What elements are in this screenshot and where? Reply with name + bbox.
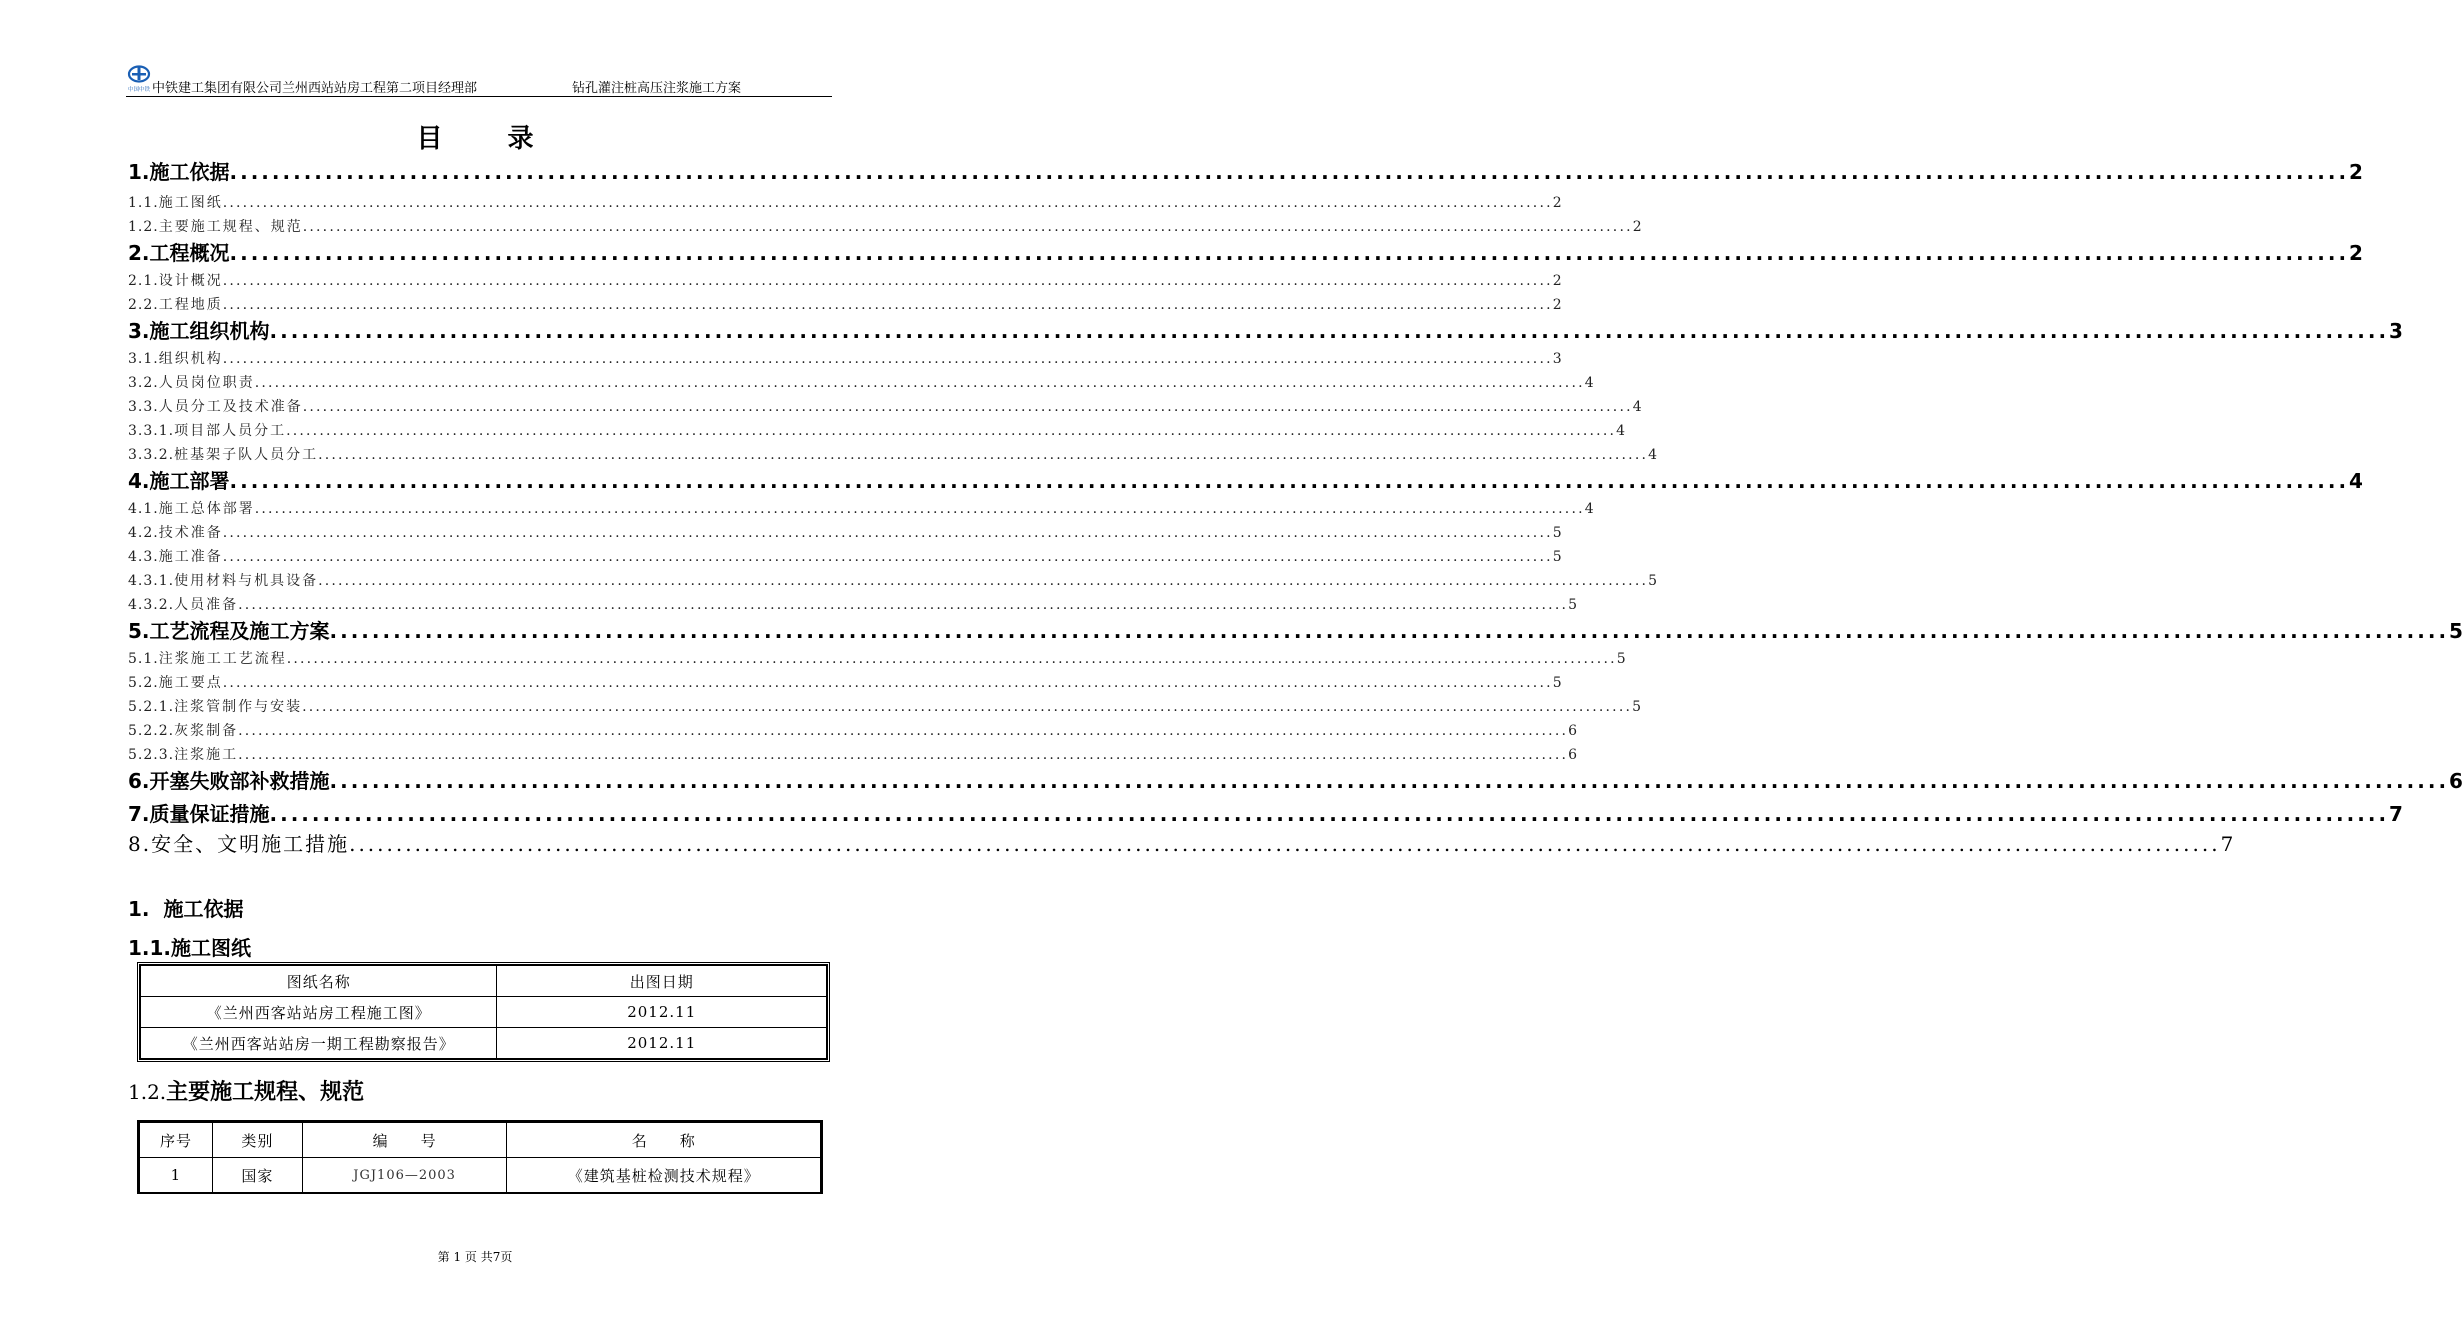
toc-dot-leader: ........................................................................................................................................................................................................ <box>222 675 1553 691</box>
table-cell: 国家 <box>212 1158 302 1193</box>
toc-entry-page: 5 <box>2449 619 2463 643</box>
toc-entry-label: 施工依据 <box>149 160 230 184</box>
toc-entry[interactable] <box>128 720 1578 740</box>
toc-entry[interactable] <box>128 444 1658 464</box>
col-header-code: 编 号 <box>302 1123 507 1158</box>
toc-entry-page: 2 <box>2349 160 2363 184</box>
page-header <box>126 62 832 97</box>
toc-entry[interactable] <box>128 744 1578 764</box>
toc-entry-number: 5.1. <box>128 651 159 667</box>
toc-dot-leader: ........................................................................................................................................................................................................ <box>349 832 2221 856</box>
toc-dot-leader: ........................................................................................................................................................................................................ <box>318 573 1649 589</box>
toc-entry-number: 1.2. <box>128 219 159 235</box>
toc-entry-page: 5 <box>1568 597 1578 613</box>
toc-dot-leader: ........................................................................................................................................................................................................ <box>302 399 1633 415</box>
toc-dot-leader: ........................................................................................................................................................................................................ <box>286 423 1617 439</box>
section-heading-1: 1. 施工依据 <box>128 897 244 921</box>
toc-entry-label: 质量保证措施 <box>149 802 270 826</box>
toc-entry[interactable] <box>128 546 1562 566</box>
toc-entry-number: 3. <box>128 319 150 343</box>
toc-dot-leader: ........................................................................................................................................................................................................ <box>222 525 1553 541</box>
toc-entry-number: 7. <box>128 802 150 826</box>
toc-entry-page: 6 <box>2449 769 2463 793</box>
toc-entry[interactable] <box>128 798 2403 827</box>
toc-entry-page: 5 <box>1632 699 1642 715</box>
toc-entry[interactable] <box>128 216 1642 236</box>
toc-entry[interactable] <box>128 570 1658 590</box>
toc-entry-label: 施工要点 <box>158 675 223 691</box>
toc-entry-label: 设计概况 <box>158 273 223 289</box>
toc-entry-page: 3 <box>1552 351 1562 367</box>
header-company: 中铁建工集团有限公司兰州西站站房工程第二项目经理部 <box>152 81 478 96</box>
toc-entry-number: 3.3.2. <box>128 447 175 463</box>
toc-entry[interactable] <box>128 156 2363 185</box>
toc-entry-number: 4. <box>128 469 150 493</box>
col-header-name: 名 称 <box>507 1123 821 1158</box>
toc-entry-page: 3 <box>2389 319 2403 343</box>
toc-entry-label: 工程地质 <box>158 297 223 313</box>
toc-entry-label: 项目部人员分工 <box>174 423 287 439</box>
toc-entry[interactable] <box>128 648 1626 668</box>
toc-entry-page: 2 <box>1552 195 1562 211</box>
toc-entry-label: 技术准备 <box>158 525 223 541</box>
page-footer: 第 1 页 共7页 <box>437 1250 513 1264</box>
toc-entry-label: 组织机构 <box>158 351 223 367</box>
toc-dot-leader: ........................................................................................................................................................................................................ <box>254 375 1585 391</box>
toc-title: 目 录 <box>416 124 562 154</box>
toc-entry-label: 施工组织机构 <box>149 319 270 343</box>
toc-entry-number: 4.1. <box>128 501 159 517</box>
toc-entry-page: 2 <box>2349 241 2363 265</box>
toc-dot-leader: ........................................................................................................................................................................................................ <box>329 769 2450 793</box>
toc-entry-page: 5 <box>1648 573 1658 589</box>
toc-entry-label: 施工部署 <box>149 469 230 493</box>
toc-entry-label: 开塞失败部补救措施 <box>149 769 330 793</box>
toc-dot-leader: ........................................................................................................................................................................................................ <box>286 651 1617 667</box>
toc-dot-leader: ........................................................................................................................................................................................................ <box>238 747 1569 763</box>
toc-dot-leader: ........................................................................................................................................................................................................ <box>222 273 1553 289</box>
toc-entry[interactable] <box>128 348 1562 368</box>
toc-entry-page: 5 <box>1552 675 1562 691</box>
toc-entry-number: 5. <box>128 619 150 643</box>
toc-entry[interactable] <box>128 372 1594 392</box>
toc-dot-leader: ........................................................................................................................................................................................................ <box>254 501 1585 517</box>
toc-entry-label: 工程概况 <box>149 241 230 265</box>
table-header-row <box>140 1123 821 1158</box>
section-heading-1-1: 1.1.施工图纸 <box>128 936 252 960</box>
toc-entry-label: 安全、文明施工措施 <box>151 832 350 856</box>
toc-entry[interactable] <box>128 498 1594 518</box>
toc-entry-label: 主要施工规程、规范 <box>158 219 303 235</box>
toc-entry[interactable] <box>128 696 1642 716</box>
logo-text: 中国中铁 <box>127 87 151 93</box>
table-cell: JGJ106—2003 <box>302 1158 507 1193</box>
toc-entry-number: 4.3. <box>128 549 159 565</box>
toc-entry-number: 1.1. <box>128 195 159 211</box>
toc-dot-leader: ........................................................................................................................................................................................................ <box>318 447 1649 463</box>
toc-dot-leader: ........................................................................................................................................................................................................ <box>302 699 1633 715</box>
toc-entry-page: 5 <box>1552 549 1562 565</box>
toc-entry[interactable] <box>128 315 2403 344</box>
toc-entry-number: 6. <box>128 769 150 793</box>
toc-entry-page: 4 <box>1584 375 1594 391</box>
toc-dot-leader: ........................................................................................................................................................................................................ <box>229 469 2350 493</box>
toc-dot-leader: ........................................................................................................................................................................................................ <box>238 723 1569 739</box>
toc-entry-number: 2.2. <box>128 297 159 313</box>
section-heading-1-2: 1.2.主要施工规程、规范 <box>128 1080 365 1105</box>
toc-entry-page: 4 <box>1584 501 1594 517</box>
toc-entry-number: 3.2. <box>128 375 159 391</box>
toc-entry-page: 5 <box>1552 525 1562 541</box>
toc-dot-leader: ........................................................................................................................................................................................................ <box>229 160 2350 184</box>
table-row <box>141 1028 827 1059</box>
toc-entry-label: 注浆管制作与安装 <box>174 699 303 715</box>
toc-entry-number: 8. <box>128 832 152 856</box>
toc-dot-leader: ........................................................................................................................................................................................................ <box>222 195 1553 211</box>
toc-entry-page: 4 <box>1648 447 1658 463</box>
toc-dot-leader: ........................................................................................................................................................................................................ <box>329 619 2450 643</box>
table-header-row <box>141 966 827 997</box>
table-row <box>140 1158 821 1193</box>
toc-entry-number: 4.2. <box>128 525 159 541</box>
col-header-issue-date: 出图日期 <box>497 966 827 997</box>
toc-entry[interactable] <box>128 270 1562 290</box>
toc-entry[interactable] <box>128 420 1626 440</box>
toc-entry-number: 3.3. <box>128 399 159 415</box>
toc-dot-leader: ........................................................................................................................................................................................................ <box>222 549 1553 565</box>
toc-entry-number: 4.3.1. <box>128 573 175 589</box>
toc-entry-number: 3.1. <box>128 351 159 367</box>
toc-entry-page: 4 <box>1616 423 1626 439</box>
toc-dot-leader: ........................................................................................................................................................................................................ <box>229 241 2350 265</box>
table-cell: 2012.11 <box>497 997 827 1028</box>
toc-entry-number: 5.2.3. <box>128 747 175 763</box>
toc-entry-page: 5 <box>1616 651 1626 667</box>
toc-dot-leader: ........................................................................................................................................................................................................ <box>222 297 1553 313</box>
company-logo <box>126 64 152 94</box>
toc-entry-number: 5.2.1. <box>128 699 175 715</box>
toc-entry-label: 注浆施工工艺流程 <box>158 651 287 667</box>
toc-dot-leader: ........................................................................................................................................................................................................ <box>269 319 2390 343</box>
toc-entry[interactable] <box>128 594 1578 614</box>
toc-entry[interactable] <box>128 828 2236 857</box>
toc-entry-label: 使用材料与机具设备 <box>174 573 319 589</box>
toc-entry[interactable] <box>128 615 2463 644</box>
toc-entry-label: 人员分工及技术准备 <box>158 399 303 415</box>
toc-entry-page: 6 <box>1568 747 1578 763</box>
toc-entry[interactable] <box>128 192 1562 212</box>
toc-entry-label: 桩基架子队人员分工 <box>174 447 319 463</box>
col-header-index: 序号 <box>140 1123 213 1158</box>
toc-entry-number: 4.3.2. <box>128 597 175 613</box>
toc-entry-page: 2 <box>1632 219 1642 235</box>
toc-entry-page: 7 <box>2389 802 2403 826</box>
toc-entry-page: 6 <box>1568 723 1578 739</box>
table-cell: 《建筑基桩检测技术规程》 <box>507 1158 821 1193</box>
standards-table <box>137 1120 823 1194</box>
toc-dot-leader: ........................................................................................................................................................................................................ <box>269 802 2390 826</box>
toc-entry-label: 人员岗位职责 <box>158 375 255 391</box>
toc-entry[interactable] <box>128 396 1642 416</box>
toc-entry-page: 2 <box>1552 297 1562 313</box>
table-cell: 《兰州西客站站房一期工程勘察报告》 <box>141 1028 497 1059</box>
toc-entry-label: 工艺流程及施工方案 <box>149 619 330 643</box>
toc-entry[interactable] <box>128 672 1562 692</box>
toc-entry-page: 7 <box>2220 832 2236 856</box>
toc-dot-leader: ........................................................................................................................................................................................................ <box>302 219 1633 235</box>
drawings-table <box>137 962 830 1062</box>
toc-entry[interactable] <box>128 522 1562 542</box>
toc-entry-page: 4 <box>2349 469 2363 493</box>
toc-entry-label: 人员准备 <box>174 597 239 613</box>
toc-entry-number: 5.2.2. <box>128 723 175 739</box>
toc-entry-label: 施工总体部署 <box>158 501 255 517</box>
toc-dot-leader: ........................................................................................................................................................................................................ <box>238 597 1569 613</box>
toc-entry[interactable] <box>128 465 2363 494</box>
col-header-category: 类别 <box>212 1123 302 1158</box>
table-cell: 《兰州西客站站房工程施工图》 <box>141 997 497 1028</box>
toc-entry-label: 施工图纸 <box>158 195 223 211</box>
header-doc-title: 钻孔灌注桩高压注浆施工方案 <box>572 81 742 96</box>
toc-entry[interactable] <box>128 294 1562 314</box>
toc-dot-leader: ........................................................................................................................................................................................................ <box>222 351 1553 367</box>
toc-entry-number: 3.3.1. <box>128 423 175 439</box>
table-cell: 1 <box>140 1158 213 1193</box>
toc-entry-label: 注浆施工 <box>174 747 239 763</box>
toc-entry-label: 施工准备 <box>158 549 223 565</box>
toc-entry-number: 1. <box>128 160 150 184</box>
toc-entry-number: 5.2. <box>128 675 159 691</box>
toc-entry-number: 2. <box>128 241 150 265</box>
table-cell: 2012.11 <box>497 1028 827 1059</box>
toc-entry[interactable] <box>128 237 2363 266</box>
toc-entry-page: 2 <box>1552 273 1562 289</box>
toc-entry[interactable] <box>128 765 2463 794</box>
col-header-drawing-name: 图纸名称 <box>141 966 497 997</box>
toc-entry-number: 2.1. <box>128 273 159 289</box>
table-row <box>141 997 827 1028</box>
toc-entry-page: 4 <box>1632 399 1642 415</box>
toc-entry-label: 灰浆制备 <box>174 723 239 739</box>
